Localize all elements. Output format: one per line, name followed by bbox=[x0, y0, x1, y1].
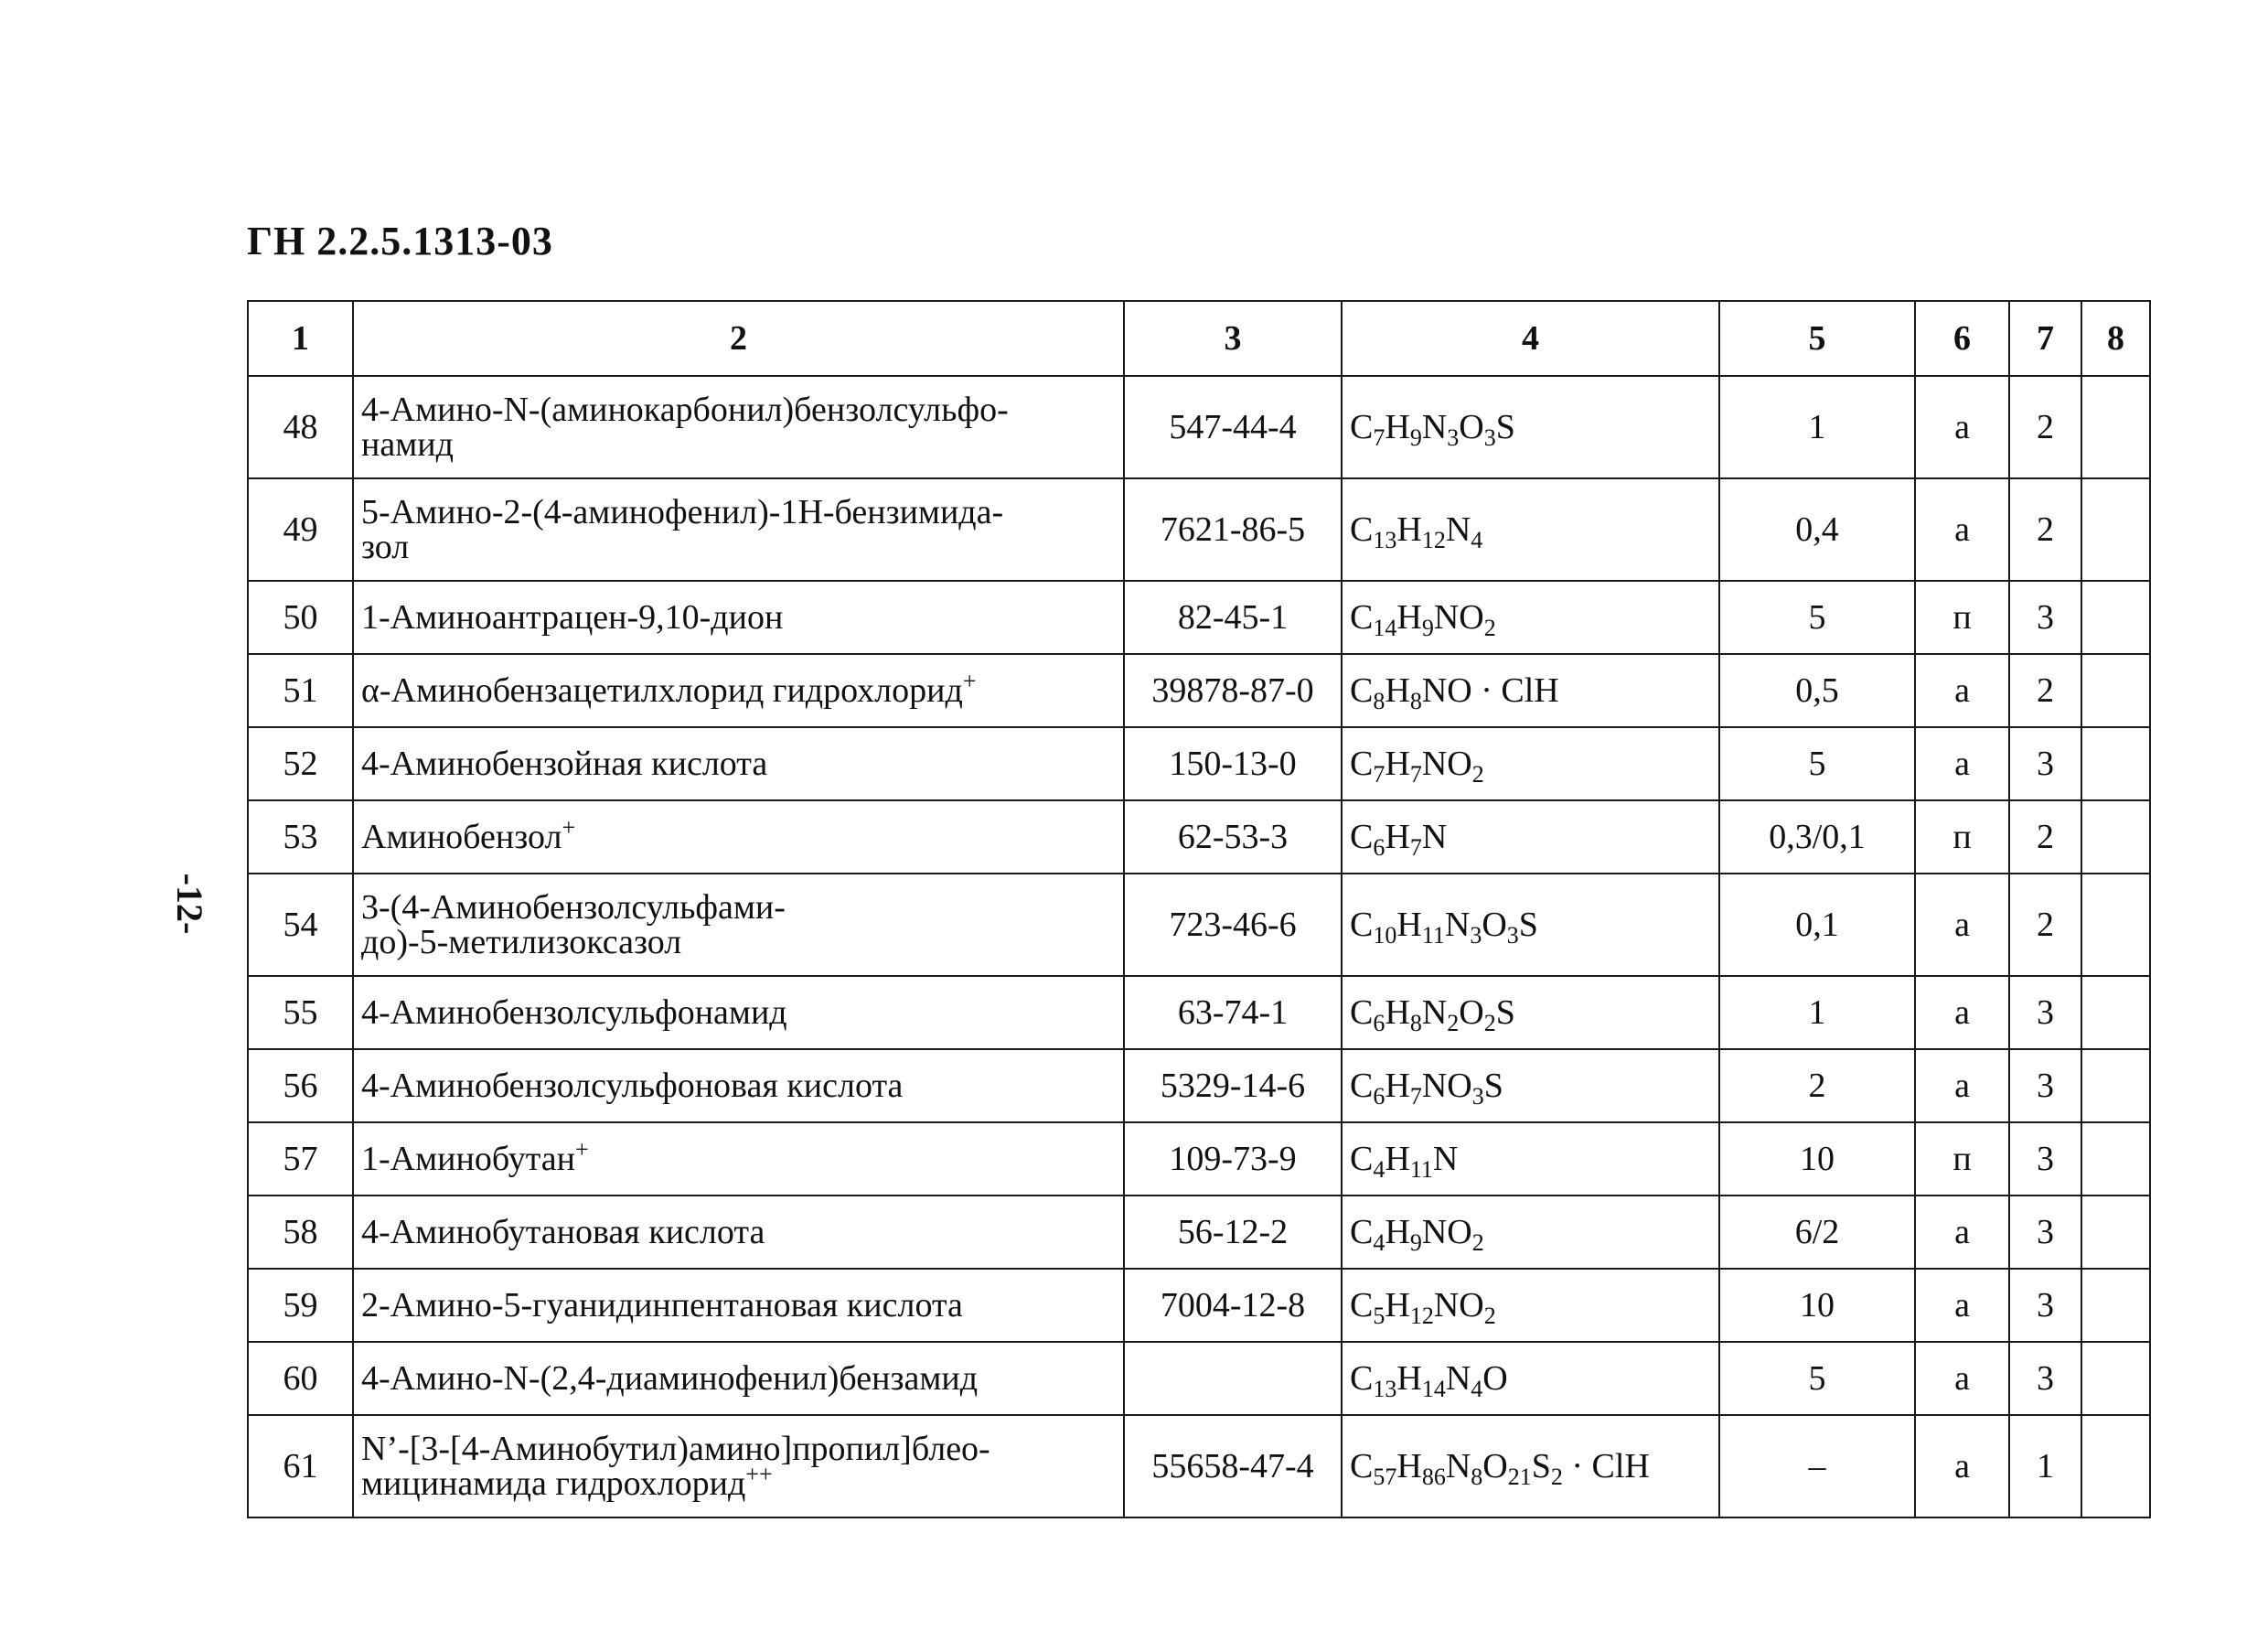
table-row bbox=[248, 654, 2150, 727]
substance-name: Аминобензол+ bbox=[353, 800, 1124, 874]
cas-number: 62-53-3 bbox=[1124, 800, 1342, 874]
row-number: 49 bbox=[248, 478, 353, 581]
col-8-cell bbox=[2081, 1415, 2150, 1517]
header-col-4: 4 bbox=[1342, 301, 1719, 376]
limit-value: 0,4 bbox=[1719, 478, 1915, 581]
cas-number: 109-73-9 bbox=[1124, 1122, 1342, 1196]
cas-number: 547-44-4 bbox=[1124, 376, 1342, 478]
table-row bbox=[248, 1049, 2150, 1122]
col-8-cell bbox=[2081, 874, 2150, 976]
cas-number: 39878-87-0 bbox=[1124, 654, 1342, 727]
chemical-formula: $C_{13}H_{14}N_4O$ bbox=[1342, 1342, 1719, 1415]
row-number: 59 bbox=[248, 1269, 353, 1342]
aggregate-state: п bbox=[1915, 800, 2009, 874]
chemical-formula: $C_5H_{12}NO_2$ bbox=[1342, 1269, 1719, 1342]
limit-value: 5 bbox=[1719, 727, 1915, 800]
col-8-cell bbox=[2081, 727, 2150, 800]
name-superscript: + bbox=[962, 668, 977, 694]
chemical-formula: $C_6H_8N_2O_2S$ bbox=[1342, 976, 1719, 1049]
substances-table bbox=[247, 300, 2151, 1518]
col-8-cell bbox=[2081, 1122, 2150, 1196]
col-8-cell bbox=[2081, 581, 2150, 654]
row-number: 52 bbox=[248, 727, 353, 800]
cas-number: 63-74-1 bbox=[1124, 976, 1342, 1049]
col-8-cell bbox=[2081, 478, 2150, 581]
header-col-3: 3 bbox=[1124, 301, 1342, 376]
header-col-5: 5 bbox=[1719, 301, 1915, 376]
row-number: 51 bbox=[248, 654, 353, 727]
chemical-formula: $C_4H_{11}N$ bbox=[1342, 1122, 1719, 1196]
row-number: 48 bbox=[248, 376, 353, 478]
hazard-class: 3 bbox=[2009, 727, 2081, 800]
limit-value: 0,3/0,1 bbox=[1719, 800, 1915, 874]
table-row bbox=[248, 800, 2150, 874]
header-col-6: 6 bbox=[1915, 301, 2009, 376]
cas-number: 82-45-1 bbox=[1124, 581, 1342, 654]
aggregate-state: а bbox=[1915, 976, 2009, 1049]
row-number: 56 bbox=[248, 1049, 353, 1122]
limit-value: 6/2 bbox=[1719, 1196, 1915, 1269]
col-8-cell bbox=[2081, 976, 2150, 1049]
hazard-class: 3 bbox=[2009, 1196, 2081, 1269]
hazard-class: 2 bbox=[2009, 874, 2081, 976]
aggregate-state: п bbox=[1915, 581, 2009, 654]
substance-name: 4-Амино-N-(2,4-диаминофенил)бензамид bbox=[353, 1342, 1124, 1415]
col-8-cell bbox=[2081, 654, 2150, 727]
limit-value: 5 bbox=[1719, 1342, 1915, 1415]
table-row bbox=[248, 1342, 2150, 1415]
limit-value: 2 bbox=[1719, 1049, 1915, 1122]
header-col-1: 1 bbox=[248, 301, 353, 376]
col-8-cell bbox=[2081, 1196, 2150, 1269]
table-row bbox=[248, 1269, 2150, 1342]
table-row bbox=[248, 1122, 2150, 1196]
hazard-class: 3 bbox=[2009, 1122, 2081, 1196]
chemical-formula: $C_{10}H_{11}N_3O_3S$ bbox=[1342, 874, 1719, 976]
col-8-cell bbox=[2081, 800, 2150, 874]
cas-number: 7004-12-8 bbox=[1124, 1269, 1342, 1342]
aggregate-state: а bbox=[1915, 874, 2009, 976]
limit-value: 1 bbox=[1719, 376, 1915, 478]
hazard-class: 3 bbox=[2009, 1049, 2081, 1122]
aggregate-state: а bbox=[1915, 727, 2009, 800]
substance-name: 4-Аминобутановая кислота bbox=[353, 1196, 1124, 1269]
substance-name: 2-Амино-5-гуанидинпентановая кислота bbox=[353, 1269, 1124, 1342]
substance-name: 5-Амино-2-(4-аминофенил)-1Н-бензимида- зол bbox=[353, 478, 1124, 581]
limit-value: 0,5 bbox=[1719, 654, 1915, 727]
substance-name: 1-Аминоантрацен-9,10-дион bbox=[353, 581, 1124, 654]
aggregate-state: а bbox=[1915, 376, 2009, 478]
name-superscript: ++ bbox=[745, 1461, 773, 1487]
substance-name: α-Аминобензацетилхлорид гидрохлорид+ bbox=[353, 654, 1124, 727]
limit-value: – bbox=[1719, 1415, 1915, 1517]
hazard-class: 2 bbox=[2009, 654, 2081, 727]
hazard-class: 3 bbox=[2009, 581, 2081, 654]
row-number: 57 bbox=[248, 1122, 353, 1196]
chemical-formula: $C_{14}H_9NO_2$ bbox=[1342, 581, 1719, 654]
col-8-cell bbox=[2081, 376, 2150, 478]
cas-number: 150-13-0 bbox=[1124, 727, 1342, 800]
chemical-formula: $C_4H_9NO_2$ bbox=[1342, 1196, 1719, 1269]
cas-number: 55658-47-4 bbox=[1124, 1415, 1342, 1517]
limit-value: 5 bbox=[1719, 581, 1915, 654]
col-8-cell bbox=[2081, 1049, 2150, 1122]
aggregate-state: а bbox=[1915, 1049, 2009, 1122]
aggregate-state: а bbox=[1915, 1342, 2009, 1415]
aggregate-state: п bbox=[1915, 1122, 2009, 1196]
hazard-class: 2 bbox=[2009, 376, 2081, 478]
hazard-class: 3 bbox=[2009, 1342, 2081, 1415]
limit-value: 10 bbox=[1719, 1269, 1915, 1342]
table-row bbox=[248, 581, 2150, 654]
substance-name: 3-(4-Аминобензолсульфами- до)-5-метилизоксазол bbox=[353, 874, 1124, 976]
col-8-cell bbox=[2081, 1342, 2150, 1415]
chemical-formula: $C_6H_7NO_3S$ bbox=[1342, 1049, 1719, 1122]
chemical-formula: $C_6H_7N$ bbox=[1342, 800, 1719, 874]
row-number: 55 bbox=[248, 976, 353, 1049]
chemical-formula: $C_{13}H_{12}N_4$ bbox=[1342, 478, 1719, 581]
table-row bbox=[248, 478, 2150, 581]
hazard-class: 2 bbox=[2009, 478, 2081, 581]
chemical-formula: $C_7H_7NO_2$ bbox=[1342, 727, 1719, 800]
table-row bbox=[248, 376, 2150, 478]
document-title: ГН 2.2.5.1313-03 bbox=[247, 219, 553, 263]
table-row bbox=[248, 1415, 2150, 1517]
hazard-class: 1 bbox=[2009, 1415, 2081, 1517]
table-row bbox=[248, 976, 2150, 1049]
aggregate-state: а bbox=[1915, 478, 2009, 581]
cas-number: 5329-14-6 bbox=[1124, 1049, 1342, 1122]
page-number: -12- bbox=[169, 873, 210, 935]
name-superscript: + bbox=[562, 814, 576, 841]
cas-number: 7621-86-5 bbox=[1124, 478, 1342, 581]
col-8-cell bbox=[2081, 1269, 2150, 1342]
table-header-row bbox=[248, 301, 2150, 376]
substance-name: 4-Аминобензолсульфоновая кислота bbox=[353, 1049, 1124, 1122]
table-row bbox=[248, 727, 2150, 800]
name-superscript: + bbox=[574, 1136, 589, 1163]
aggregate-state: а bbox=[1915, 1196, 2009, 1269]
cas-number: 723-46-6 bbox=[1124, 874, 1342, 976]
row-number: 54 bbox=[248, 874, 353, 976]
substance-name: 4-Аминобензойная кислота bbox=[353, 727, 1124, 800]
table-row bbox=[248, 874, 2150, 976]
row-number: 58 bbox=[248, 1196, 353, 1269]
hazard-class: 2 bbox=[2009, 800, 2081, 874]
limit-value: 10 bbox=[1719, 1122, 1915, 1196]
limit-value: 1 bbox=[1719, 976, 1915, 1049]
limit-value: 0,1 bbox=[1719, 874, 1915, 976]
cas-number bbox=[1124, 1342, 1342, 1415]
header-col-2: 2 bbox=[353, 301, 1124, 376]
table-row bbox=[248, 1196, 2150, 1269]
cas-number: 56-12-2 bbox=[1124, 1196, 1342, 1269]
chemical-formula: $C_8H_8NO$ · ClH bbox=[1342, 654, 1719, 727]
aggregate-state: а bbox=[1915, 1415, 2009, 1517]
substance-name: N’-[3-[4-Аминобутил)амино]пропил]блео- мицинамида гидрохлорид++ bbox=[353, 1415, 1124, 1517]
chemical-formula: $C_7H_9N_3O_3S$ bbox=[1342, 376, 1719, 478]
row-number: 61 bbox=[248, 1415, 353, 1517]
hazard-class: 3 bbox=[2009, 976, 2081, 1049]
substance-name: 4-Амино-N-(аминокарбонил)бензолсульфо- намид bbox=[353, 376, 1124, 478]
aggregate-state: а bbox=[1915, 1269, 2009, 1342]
substance-name: 1-Аминобутан+ bbox=[353, 1122, 1124, 1196]
header-col-7: 7 bbox=[2009, 301, 2081, 376]
aggregate-state: а bbox=[1915, 654, 2009, 727]
substance-name: 4-Аминобензолсульфонамид bbox=[353, 976, 1124, 1049]
row-number: 50 bbox=[248, 581, 353, 654]
chemical-formula: $C_{57}H_{86}N_8O_{21}S_2$ · ClH bbox=[1342, 1415, 1719, 1517]
hazard-class: 3 bbox=[2009, 1269, 2081, 1342]
row-number: 53 bbox=[248, 800, 353, 874]
row-number: 60 bbox=[248, 1342, 353, 1415]
header-col-8: 8 bbox=[2081, 301, 2150, 376]
